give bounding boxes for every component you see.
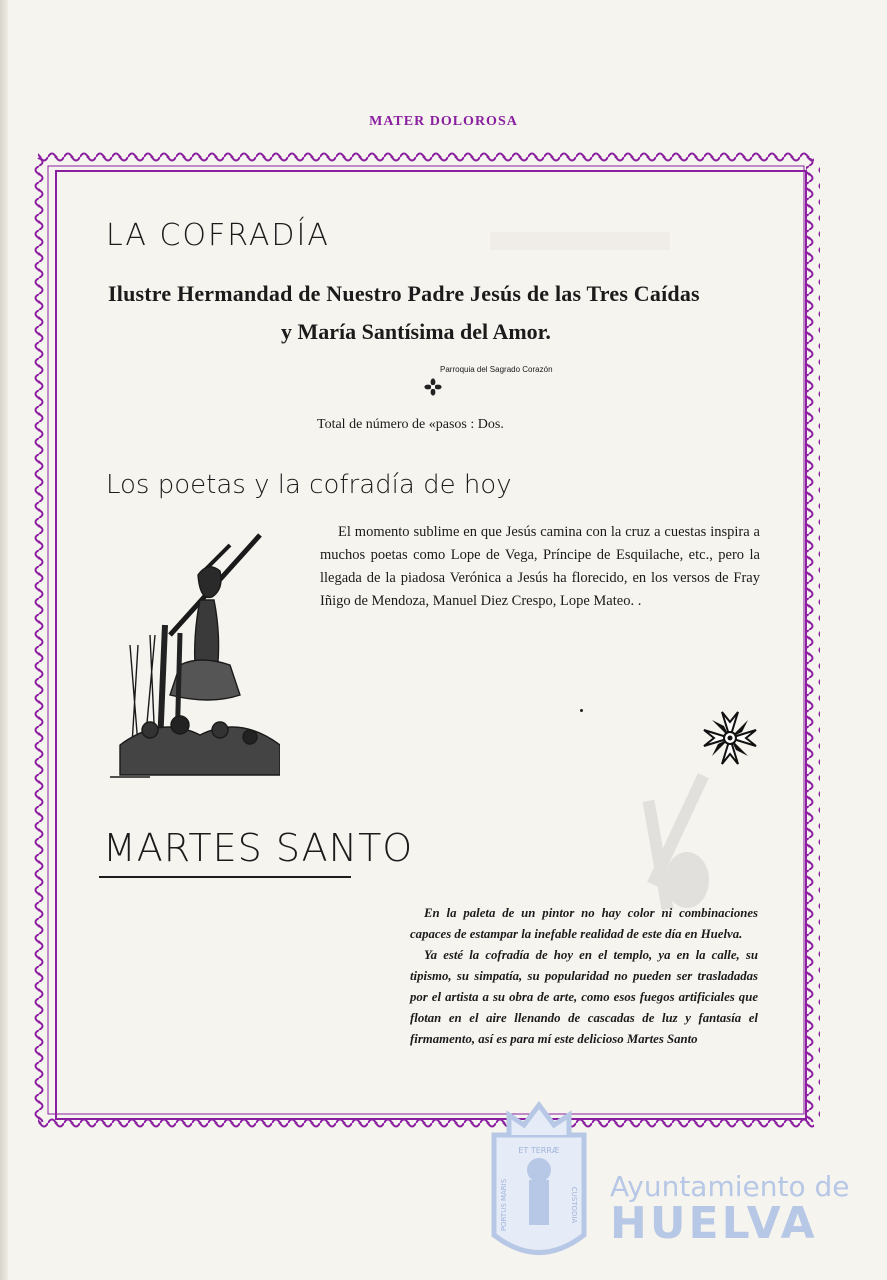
poets-paragraph <box>320 521 760 613</box>
flower-ornament-icon <box>424 378 442 401</box>
martes-paragraphs <box>410 903 758 1050</box>
section-heading-poetas: Los poetas y la cofradía de hoy <box>106 470 512 500</box>
poets-text: El momento sublime en que Jesús camina con la cruz a cuestas inspira a muchos poetas como Lope de Vega, Príncipe de Esquilache, etc., pero la llegada de la piadosa Verónica a Jesús ha florecido, en los versos de Fray Iñigo de Mendoza, Manuel Diez Crespo, Lope Mateo. . <box>320 524 760 609</box>
section-heading-cofradia: LA COFRADÍA <box>106 218 330 253</box>
martes-paragraph-2: Ya esté la cofradía de hoy en el templo, ya en la calle, su tipismo, su simpatía, su popularidad no pueden ser trasladadas por el artista a su obra de arte, como esos fuegos artificiales que flotan en el aire llenando de cascadas de luz y fantasía el firmamento, así es para mí este delicioso Martes Santo <box>410 948 758 1046</box>
section-heading-martes-santo: MARTES SANTO <box>103 826 414 870</box>
stray-dot <box>580 709 583 712</box>
large-flower-icon <box>700 708 760 773</box>
faded-crucifix-image <box>612 770 742 910</box>
brotherhood-title-line2: y María Santísima del Amor. <box>281 319 551 344</box>
heading-underline <box>99 876 351 878</box>
brotherhood-title-line1: Ilustre Hermandad de Nuestro Padre Jesús de las Tres Caídas <box>108 281 700 306</box>
martes-paragraph-1: En la paleta de un pintor no hay color ni combinaciones capaces de estampar la inefable realidad de este día en Huelva. <box>410 906 758 941</box>
pasos-count: Total de número de «pasos : Dos. <box>317 417 504 432</box>
ayuntamiento-seal-icon <box>484 1095 594 1275</box>
seal-text: ET TERRÆ <box>518 1146 560 1155</box>
seal-left-text: PORTUS MARIS <box>500 1178 508 1232</box>
watermark-line1: Ayuntamiento de <box>610 1170 850 1203</box>
watermark-line2: HUELVA <box>610 1198 818 1249</box>
seal-right-text: CUSTODIA <box>570 1186 578 1224</box>
parish-caption: Parroquia del Sagrado Corazón <box>440 365 553 374</box>
procession-illustration <box>110 515 280 785</box>
running-head: MATER DOLOROSA <box>369 114 518 129</box>
page-spine <box>0 0 8 1280</box>
